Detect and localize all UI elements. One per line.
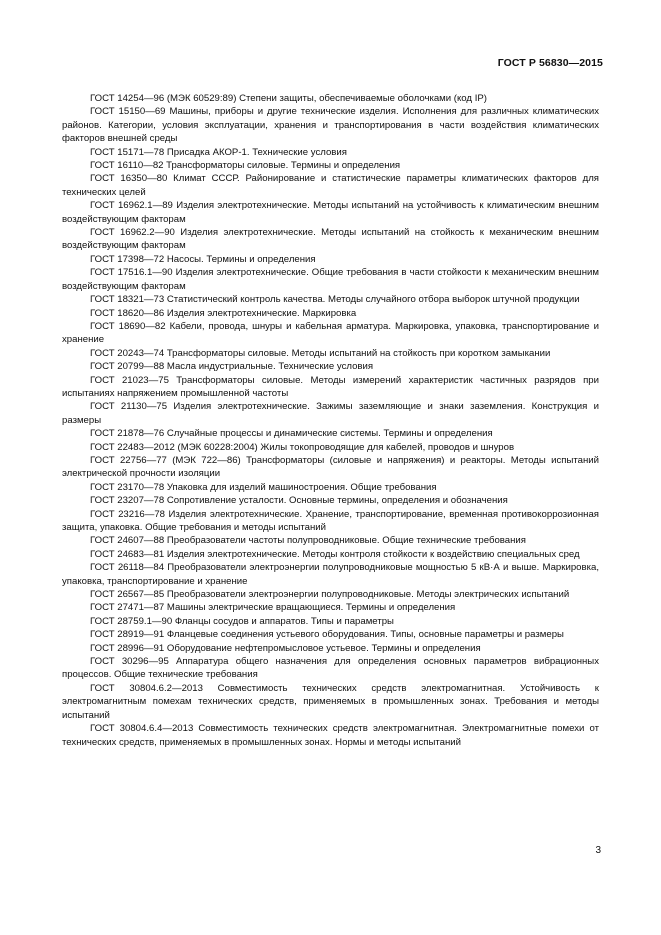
page-header-standard: ГОСТ Р 56830—2015	[497, 57, 603, 69]
reference-entry: ГОСТ 20799—88 Масла индустриальные. Технические условия	[90, 361, 374, 373]
reference-entry: ГОСТ 30296—95 Аппаратура общего назначения для определения основных параметров вибрационных процессов. Общие технические требования	[62, 656, 599, 681]
reference-entry: ГОСТ 24683—81 Изделия электротехнические. Методы контроля стойкости к воздействию специальных сред	[90, 548, 580, 560]
reference-entry: ГОСТ 23170—78 Упаковка для изделий машиностроения. Общие требования	[90, 481, 437, 493]
reference-entry: ГОСТ 21023—75 Трансформаторы силовые. Методы измерений характеристик частичных разрядов при испытаниях напряжением промышленной частоты	[62, 374, 599, 399]
reference-entry: ГОСТ 26567—85 Преобразователи электроэнергии полупроводниковые. Методы электрических испытаний	[90, 589, 570, 601]
reference-entry: ГОСТ 30804.6.4—2013 Совместимость технических средств электромагнитная. Электромагнитные помехи от технических средств, применяемых в промышленных зонах. Нормы и методы испытаний	[62, 723, 599, 748]
reference-entry: ГОСТ 16350—80 Климат СССР. Районирование и статистические параметры климатических факторов для технических целей	[62, 173, 599, 198]
reference-entry: ГОСТ 17398—72 Насосы. Термины и определения	[90, 253, 316, 265]
page-number: 3	[595, 845, 601, 856]
reference-entry: ГОСТ 14254—96 (МЭК 60529:89) Степени защиты, обеспечиваемые оболочками (код IP)	[90, 93, 487, 104]
reference-entry: ГОСТ 18690—82 Кабели, провода, шнуры и кабельная арматура. Маркировка, упаковка, транспортирование и хранение	[62, 320, 599, 346]
reference-entry: ГОСТ 15150—69 Машины, приборы и другие технические изделия. Исполнения для различных климатических районов. Категории, условия эксплуатации, хранения и транспортирования в части воздействия климатических факторов внешней среды	[62, 106, 599, 145]
normative-references-list	[62, 92, 599, 749]
reference-entry: ГОСТ 28919—91 Фланцевые соединения устьевого оборудования. Типы, основные параметры и размеры	[90, 629, 564, 641]
reference-entry: ГОСТ 18620—86 Изделия электротехнические. Маркировка	[90, 307, 357, 319]
reference-entry: ГОСТ 28996—91 Оборудование нефтепромысловое устьевое. Термины и определения	[90, 642, 481, 654]
reference-entry: ГОСТ 21878—76 Случайные процессы и динамические системы. Термины и определения	[90, 428, 493, 440]
reference-entry: ГОСТ 26118—84 Преобразователи электроэнергии полупроводниковые мощностью 5 кВ·А и выше. Маркировка, упаковка, транспортирование и хранение	[62, 562, 599, 587]
reference-entry: ГОСТ 15171—78 Присадка АКОР-1. Технические условия	[90, 146, 347, 158]
reference-entry: ГОСТ 16110—82 Трансформаторы силовые. Термины и определения	[90, 160, 401, 172]
reference-entry: ГОСТ 18321—73 Статистический контроль качества. Методы случайного отбора выборок штучной продукции	[90, 294, 580, 306]
reference-entry: ГОСТ 23207—78 Сопротивление усталости. Основные термины, определения и обозначения	[90, 495, 508, 507]
reference-entry: ГОСТ 28759.1—90 Фланцы сосудов и аппаратов. Типы и параметры	[90, 615, 394, 627]
reference-entry: ГОСТ 22483—2012 (МЭК 60228:2004) Жилы токопроводящие для кабелей, проводов и шнуров	[90, 441, 515, 453]
reference-entry: ГОСТ 21130—75 Изделия электротехнические. Зажимы заземляющие и знаки заземления. Конструкция и размеры	[62, 401, 599, 426]
reference-entry: ГОСТ 22756—77 (МЭК 722—86) Трансформаторы (силовые и напряжения) и реакторы. Методы испытаний электрической прочности изоляции	[62, 454, 599, 480]
reference-entry: ГОСТ 17516.1—90 Изделия электротехнические. Общие требования в части стойкости к механическим внешним воздействующим факторам	[62, 267, 599, 292]
reference-entry: ГОСТ 30804.6.2—2013 Совместимость технических средств электромагнитная. Устойчивость к электромагнитным помехам технических средств, применяемых в промышленных зонах. Требования и методы испытаний	[62, 682, 599, 721]
reference-entry: ГОСТ 16962.2—90 Изделия электротехнические. Методы испытаний на стойкость к механическим внешним воздействующим факторам	[62, 227, 599, 252]
reference-entry: ГОСТ 16962.1—89 Изделия электротехнические. Методы испытаний на устойчивость к климатическим внешним воздействующим факторам	[62, 200, 599, 225]
reference-entry: ГОСТ 20243—74 Трансформаторы силовые. Методы испытаний на стойкость при коротком замыкании	[90, 347, 551, 359]
reference-entry: ГОСТ 24607—88 Преобразователи частоты полупроводниковые. Общие технические требования	[90, 535, 526, 547]
reference-entry: ГОСТ 23216—78 Изделия электротехнические. Хранение, транспортирование, временная противокоррозионная защита, упаковка. Общие требования и методы испытаний	[62, 508, 599, 533]
reference-entry: ГОСТ 27471—87 Машины электрические вращающиеся. Термины и определения	[90, 602, 456, 614]
